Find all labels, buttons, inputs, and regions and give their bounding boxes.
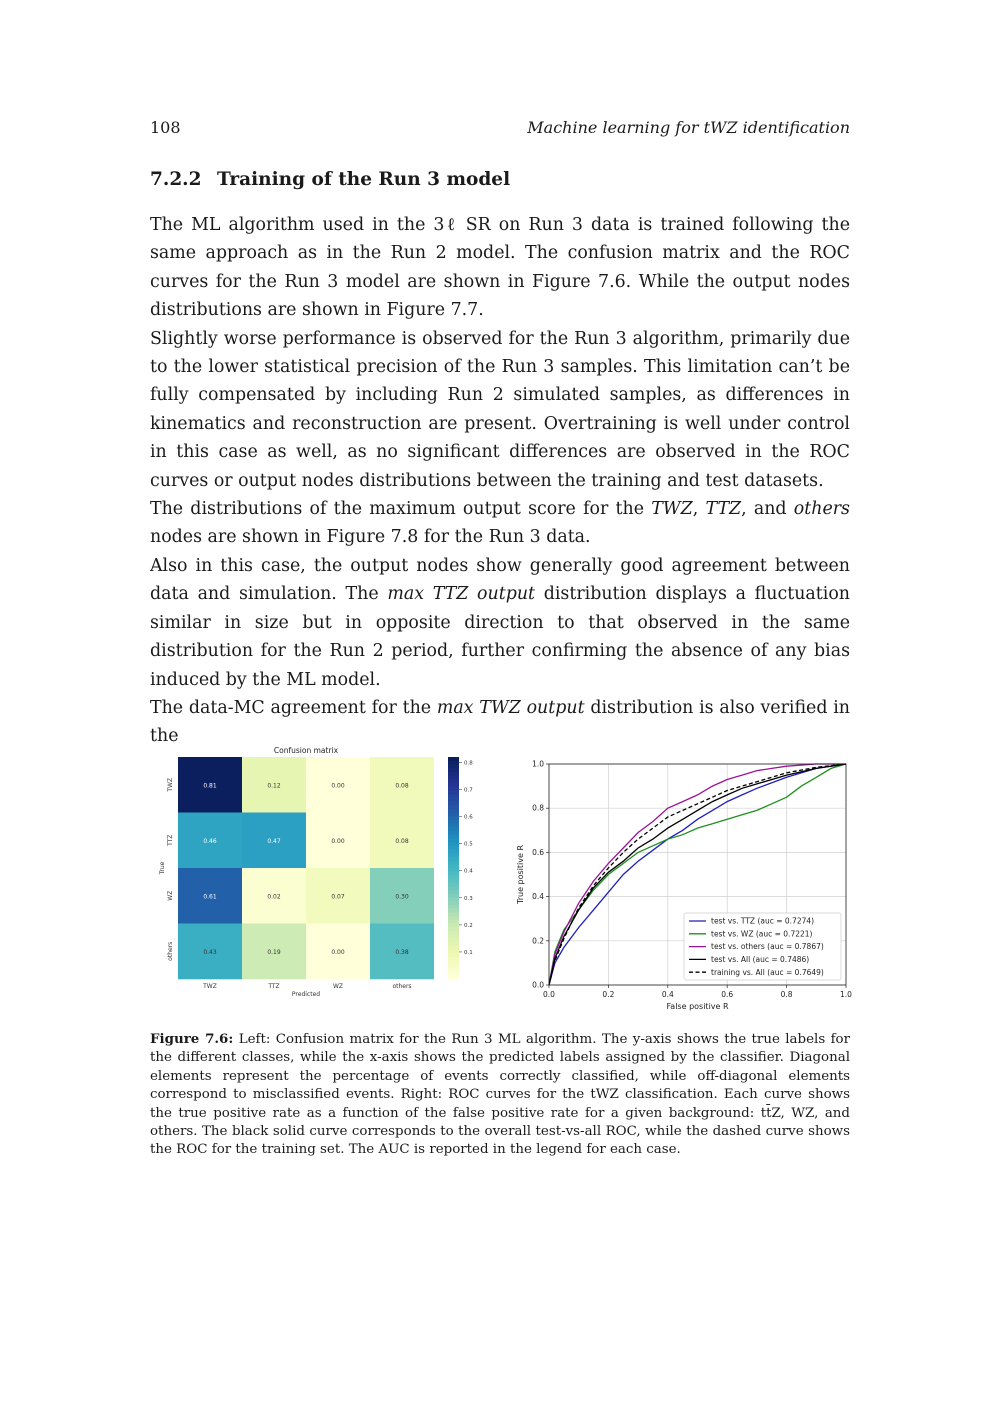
- x-tick-label: TTZ: [268, 983, 280, 990]
- x-tick-label: 0.0: [543, 990, 555, 999]
- roc-curves-chart: [510, 740, 850, 1020]
- y-tick-label: 0.2: [532, 936, 544, 946]
- section-title: Training of the Run 3 model: [217, 169, 511, 190]
- colorbar-segment: [448, 916, 459, 920]
- x-tick-label: 0.6: [721, 990, 734, 999]
- colorbar-segment: [448, 931, 459, 935]
- legend-label: test vs. WZ (auc = 0.7221): [711, 929, 813, 939]
- colorbar-tick-label: 0.3: [464, 895, 473, 902]
- colorbar-segment: [448, 920, 459, 924]
- colorbar-segment: [448, 972, 459, 976]
- colorbar-segment: [448, 861, 459, 865]
- y-tick-label: 0.0: [532, 980, 544, 990]
- colorbar-segment: [448, 957, 459, 961]
- body-text: [150, 211, 850, 751]
- paragraph: The distributions of the maximum output score for the TWZ, TTZ, and others nodes are shown in Figure 7.8 for the Run 3 data.: [150, 499, 850, 548]
- caption-label: Figure 7.6:: [150, 1031, 234, 1047]
- colorbar-segment: [448, 898, 459, 902]
- colorbar-segment: [448, 816, 459, 820]
- x-tick-label: others: [392, 983, 412, 990]
- cell-value-label: 0.61: [203, 893, 217, 901]
- x-tick-label: TWZ: [203, 983, 217, 990]
- colorbar-segment: [448, 838, 459, 842]
- colorbar-segment: [448, 820, 459, 824]
- y-tick-label: 1.0: [532, 759, 544, 769]
- colorbar-segment: [448, 868, 459, 872]
- x-tick-label: 1.0: [840, 990, 852, 999]
- colorbar-segment: [448, 953, 459, 957]
- cell-value-label: 0.08: [395, 782, 409, 790]
- colorbar-segment: [448, 879, 459, 883]
- y-axis-label: True positive R: [516, 844, 525, 905]
- x-tick-label: WZ: [332, 983, 344, 990]
- colorbar-segment: [448, 787, 459, 791]
- running-title: Machine learning for tWZ identification: [527, 118, 850, 137]
- colorbar-segment: [448, 764, 459, 768]
- colorbar-segment: [448, 776, 459, 780]
- chart-title: Confusion matrix: [273, 746, 339, 755]
- cell-value-label: 0.00: [331, 837, 345, 845]
- colorbar-segment: [448, 909, 459, 913]
- colorbar-segment: [448, 887, 459, 891]
- y-tick-label: 0.8: [532, 803, 544, 813]
- colorbar-segment: [448, 857, 459, 861]
- legend-label: test vs. All (auc = 0.7486): [711, 955, 810, 964]
- legend-label: training vs. All (auc = 0.7649): [711, 967, 824, 977]
- y-tick-label: 0.6: [532, 847, 544, 857]
- colorbar-segment: [448, 835, 459, 839]
- y-tick-label: 0.4: [532, 892, 544, 902]
- colorbar-segment: [448, 761, 459, 765]
- colorbar-tick-label: 0.6: [464, 814, 473, 821]
- colorbar-segment: [448, 964, 459, 968]
- y-tick-label: others: [167, 941, 174, 961]
- y-tick-label: TTZ: [167, 834, 174, 846]
- colorbar-tick-label: 0.8: [464, 760, 473, 767]
- y-tick-label: WZ: [167, 890, 174, 901]
- colorbar-segment: [448, 805, 459, 809]
- page-header: [150, 118, 850, 142]
- colorbar-segment: [448, 949, 459, 953]
- cell-value-label: 0.07: [331, 893, 345, 901]
- x-tick-label: 0.8: [780, 990, 793, 999]
- colorbar-segment: [448, 946, 459, 950]
- colorbar-segment: [448, 846, 459, 850]
- colorbar-tick-label: 0.5: [464, 841, 473, 848]
- cell-value-label: 0.00: [331, 948, 345, 956]
- colorbar-segment: [448, 864, 459, 868]
- colorbar-segment: [448, 883, 459, 887]
- colorbar-segment: [448, 783, 459, 787]
- paragraph: The ML algorithm used in the 3ℓ SR on Run 3 data is trained following the same approach as in the Run 2 model. The confusion matrix and the ROC curves for the Run 3 model are shown in Figure 7.6. While the output nodes distributions are shown in Figure 7.7.: [150, 215, 850, 321]
- colorbar-segment: [448, 779, 459, 783]
- colorbar-segment: [448, 813, 459, 817]
- colorbar-segment: [448, 905, 459, 909]
- colorbar-tick-label: 0.4: [464, 868, 473, 875]
- colorbar-segment: [448, 927, 459, 931]
- figure-7-6: [150, 740, 850, 1020]
- cell-value-label: 0.12: [267, 782, 281, 790]
- y-axis-label: True: [159, 861, 166, 875]
- paragraph: The data-MC agreement for the max TWZ output distribution is also verified in the: [150, 697, 850, 747]
- figure-caption: [150, 1030, 850, 1160]
- colorbar-segment: [448, 894, 459, 898]
- x-axis-label: False positive R: [666, 1002, 729, 1011]
- y-tick-label: TWZ: [167, 777, 174, 792]
- colorbar-segment: [448, 798, 459, 802]
- colorbar-segment: [448, 824, 459, 828]
- cell-value-label: 0.81: [203, 782, 217, 790]
- confusion-matrix-chart: [150, 740, 490, 1010]
- cell-value-label: 0.46: [203, 837, 217, 845]
- colorbar-segment: [448, 872, 459, 876]
- section-heading: [150, 169, 510, 190]
- colorbar-segment: [448, 768, 459, 772]
- caption-text: Left: Confusion matrix for the Run 3 ML algorithm. The y-axis shows the true labels for the different classes, while the x-axis shows the predicted labels assigned by the classifier. Diagonal elements represent the percentage of events correctly classified, while off-diagonal elements correspond to misclassified events. Right: ROC curves for the tWZ classification. Each curve shows the true positive rate as a function of the false positive rate for a given background: tt̄Z, WZ, and others. The black solid curve corresponds to the overall test-vs-all ROC, while the dashed curve shows the ROC for the training set. The AUC is reported in the legend for each case.: [150, 1032, 851, 1158]
- colorbar-segment: [448, 924, 459, 928]
- paragraph: Also in this case, the output nodes show generally good agreement between data and simulation. The max TTZ output distribution displays a fluctuation similar in size but in opposite direction to that observed in the same distribution for the Run 2 period, further confirming the absence of any bias induced by the ML model.: [150, 555, 850, 690]
- colorbar-segment: [448, 850, 459, 854]
- colorbar-segment: [448, 912, 459, 916]
- colorbar-segment: [448, 935, 459, 939]
- colorbar-segment: [448, 801, 459, 805]
- colorbar-segment: [448, 772, 459, 776]
- cell-value-label: 0.08: [395, 837, 409, 845]
- colorbar-segment: [448, 842, 459, 846]
- colorbar-segment: [448, 961, 459, 965]
- x-tick-label: 0.4: [661, 990, 674, 999]
- colorbar-tick-label: 0.1: [464, 949, 473, 956]
- page-number: 108: [150, 118, 181, 137]
- colorbar-segment: [448, 853, 459, 857]
- section-number: 7.2.2: [150, 169, 202, 190]
- cell-value-label: 0.00: [331, 782, 345, 790]
- x-tick-label: 0.2: [602, 990, 615, 999]
- legend-label: test vs. TTZ (auc = 0.7274): [711, 916, 815, 926]
- colorbar-segment: [448, 901, 459, 905]
- cell-value-label: 0.43: [203, 948, 217, 956]
- x-axis-label: Predicted: [291, 991, 321, 998]
- colorbar-segment: [448, 827, 459, 831]
- cell-value-label: 0.38: [395, 948, 409, 956]
- colorbar-segment: [448, 890, 459, 894]
- paragraph: Slightly worse performance is observed for the Run 3 algorithm, primarily due to the lower statistical precision of the Run 3 samples. This limitation can’t be fully compensated by including Run 2 simulated samples, as differences in kinematics and reconstruction are present. Overtraining is well under control in this case as well, as no significant differences are observed in the ROC curves or output nodes distributions between the training and test datasets.: [150, 328, 850, 491]
- cell-value-label: 0.19: [267, 948, 281, 956]
- colorbar-segment: [448, 757, 459, 761]
- cell-value-label: 0.02: [267, 893, 281, 901]
- colorbar-tick-label: 0.2: [464, 922, 473, 929]
- colorbar-segment: [448, 938, 459, 942]
- colorbar-segment: [448, 875, 459, 879]
- cell-value-label: 0.47: [267, 837, 281, 845]
- colorbar-segment: [448, 968, 459, 972]
- colorbar-segment: [448, 975, 459, 979]
- colorbar-segment: [448, 809, 459, 813]
- colorbar-segment: [448, 942, 459, 946]
- cell-value-label: 0.30: [395, 893, 409, 901]
- colorbar-tick-label: 0.7: [464, 787, 473, 794]
- colorbar-segment: [448, 831, 459, 835]
- legend-label: test vs. others (auc = 0.7867): [711, 942, 824, 952]
- colorbar-segment: [448, 794, 459, 798]
- colorbar-segment: [448, 790, 459, 794]
